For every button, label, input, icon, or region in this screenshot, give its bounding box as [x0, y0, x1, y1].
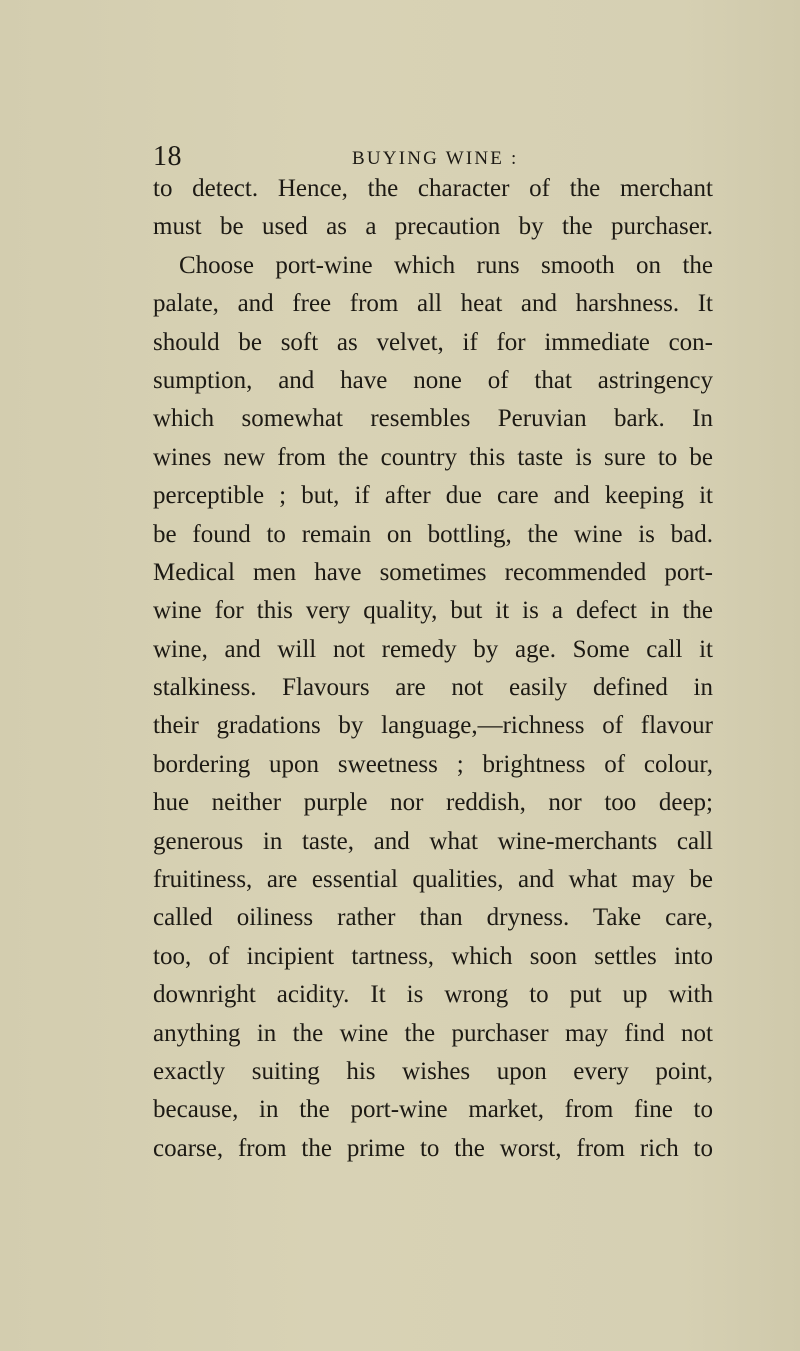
text-line: perceptible ; but, if after due care and keeping it — [153, 482, 713, 510]
text-line: too, of incipient tartness, which soon settles into — [153, 942, 713, 970]
text-line: Medical men have sometimes recommended port- — [153, 558, 713, 586]
text-line: be found to remain on bottling, the wine is bad. — [153, 520, 713, 548]
text-line: fruitiness, are essential qualities, and what may be — [153, 866, 713, 894]
text-line: coarse, from the prime to the worst, from rich to — [153, 1134, 713, 1162]
text-line: stalkiness. Flavours are not easily defined in — [153, 674, 713, 702]
text-line: exactly suiting his wishes upon every point, — [153, 1057, 713, 1085]
text-line: palate, and free from all heat and harshness. It — [153, 290, 713, 318]
text-line: called oiliness rather than dryness. Take care, — [153, 904, 713, 932]
running-head: BUYING WINE : — [352, 148, 519, 169]
text-line: bordering upon sweetness ; brightness of colour, — [153, 750, 713, 778]
page-number: 18 — [153, 141, 182, 172]
text-line: must be used as a precaution by the purchaser. — [153, 213, 713, 241]
text-line: sumption, and have none of that astringency — [153, 366, 713, 394]
text-line: because, in the port-wine market, from fine to — [153, 1096, 713, 1124]
text-line: anything in the wine the purchaser may find not — [153, 1019, 713, 1047]
text-line: wine, and will not remedy by age. Some call it — [153, 635, 713, 663]
text-line: their gradations by language,—richness of flavour — [153, 712, 713, 740]
text-line: downright acidity. It is wrong to put up with — [153, 981, 713, 1009]
body-text — [153, 170, 713, 1168]
text-line: wines new from the country this taste is sure to be — [153, 443, 713, 471]
text-line: generous in taste, and what wine-merchants call — [153, 827, 713, 855]
text-line: which somewhat resembles Peruvian bark. In — [153, 405, 713, 433]
text-line: Choose port-wine which runs smooth on the — [179, 251, 713, 279]
text-line: wine for this very quality, but it is a defect in the — [153, 597, 713, 625]
text-line: should be soft as velvet, if for immediate con- — [153, 328, 713, 356]
text-line: hue neither purple nor reddish, nor too deep; — [153, 789, 713, 817]
text-line: to detect. Hence, the character of the merchant — [153, 175, 713, 202]
